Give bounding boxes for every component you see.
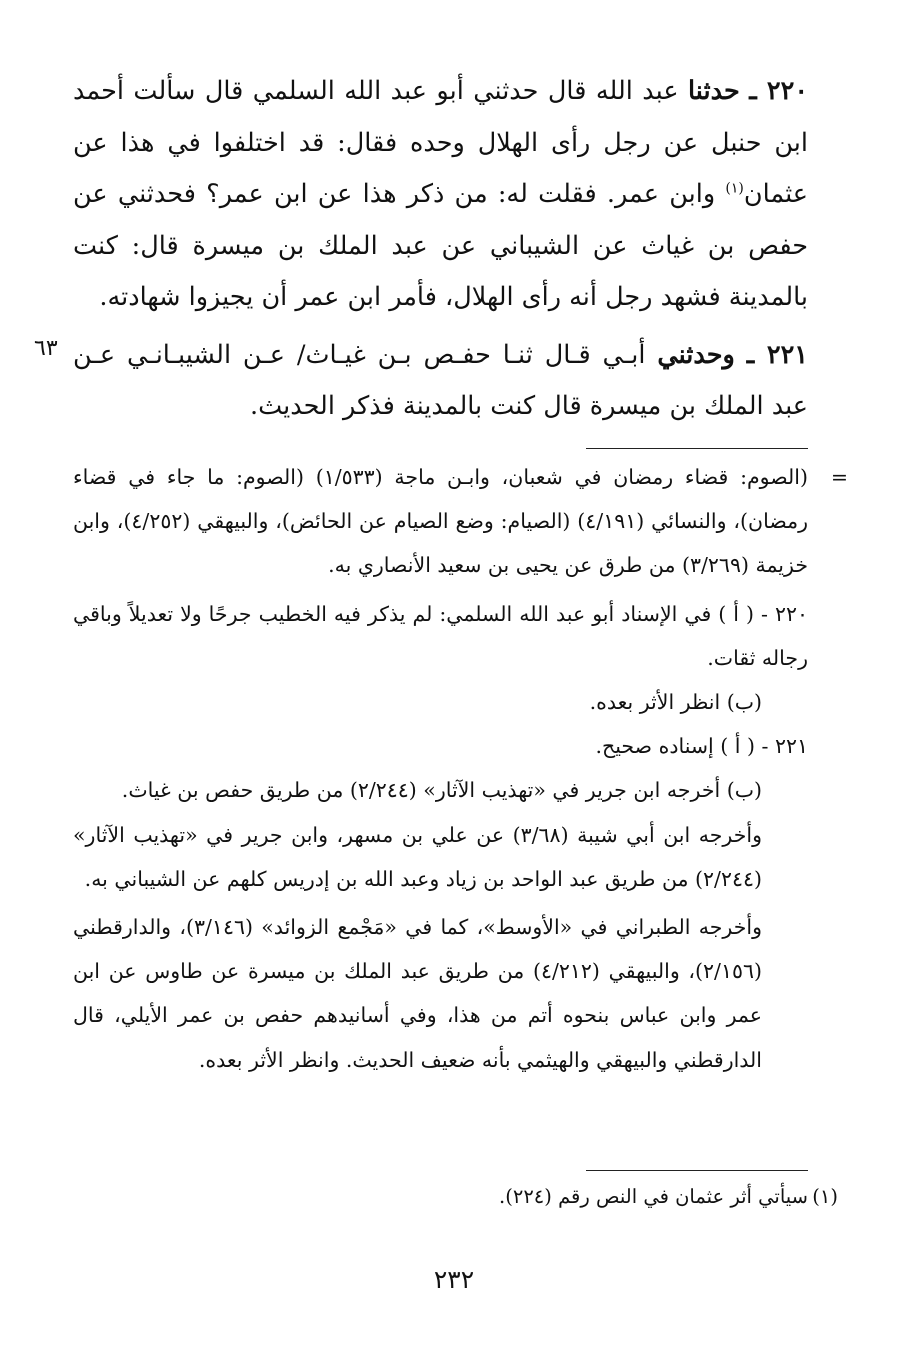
note-221-b: (ب) أخرجه ابن جرير في «تهذيب الآثار» (٢/٢٤٤) من طريق حفص بن غياث. <box>121 778 762 803</box>
hadith-220-text: عبد الله قال حدثني أبو عبد الله السلمي قال سألت أحمد ابن حنبل عن رجل رأى الهلال وحده فقال: قد اختلفوا في هذا عن عثمان <box>73 76 808 209</box>
note-221-c: وأخرجه ابن أبي شيبة (٣/٦٨) عن علي بن مسهر، وابن جرير في «تهذيب الآثار» (٢/٢٤٤) من طريق عبد الواحد بن زياد وعبد الله بن إدريس كلهم عن الشيباني به. <box>73 822 762 891</box>
page-number: ٢٣٢ <box>433 1265 475 1294</box>
hadith-220-number: ٢٢٠ ـ <box>749 76 809 106</box>
hadith-220-text-continued: وابن عمر. فقلت له: من ذكر هذا عن ابن عمر؟ فحدثني عن حفص بن غياث عن الشيباني عن عبد الملك بن ميسرة قال: كنت بالمدينة فشهد رجل أنه رأى الهلال، فأمر ابن عمر أن يجيزوا شهادته. <box>73 179 809 312</box>
hadith-221-heading: وحدثني <box>657 339 735 370</box>
footnote-marker: (١) <box>812 1185 838 1208</box>
note-221-a: ٢٢١ - ( أ ) إسناده صحيح. <box>595 734 808 759</box>
main-text <box>73 66 808 433</box>
notes-divider <box>586 448 808 449</box>
footnote-reference: (١) <box>725 180 744 197</box>
margin-page-reference: ٦٣ <box>34 336 58 361</box>
hadith-221 <box>73 330 808 433</box>
continuation-marker: = <box>830 465 848 489</box>
hadith-220 <box>73 66 808 324</box>
hadith-221-number: ٢٢١ ـ <box>746 339 808 370</box>
footnote <box>73 1181 838 1213</box>
hadith-221-text: أبـي قـال ثنـا حفـص بـن غيـاث/ عـن الشيبـانـي عـن عبد الملك بن ميسرة قال كنت بالمدينة فذكر الحديث. <box>73 339 808 421</box>
footnote-text: سيأتي أثر عثمان في النص رقم (٢٢٤). <box>499 1185 808 1208</box>
hadith-220-heading: حدثنا <box>688 76 740 106</box>
footnote-divider <box>586 1170 808 1171</box>
note-220-a: ٢٢٠ - ( أ ) في الإسناد أبو عبد الله السلمي: لم يذكر فيه الخطيب جرحًا ولا تعديلاً وباقي رجاله ثقات. <box>73 601 808 670</box>
note-continuation <box>73 455 848 588</box>
note-220-b: (ب) انظر الأثر بعده. <box>589 690 762 715</box>
note-continuation-text: (الصوم: قضاء رمضان في شعبان، وابـن ماجة (١/٥٣٣) (الصوم: ما جاء في قضاء رمضان)، والنسائي (٤/١٩١) (الصيام: وضع الصيام عن الحائض)، والبيهقي (٤/٢٥٢)، وابن خزيمة (٣/٢٦٩) من طرق عن يحيى بن سعيد الأنصاري به. <box>73 465 808 578</box>
note-221-d: وأخرجه الطبراني في «الأوسط»، كما في «مَجْمع الزوائد» (٣/١٤٦)، والدارقطني (٢/١٥٦)، والبيهقي (٤/٢١٢) من طريق عبد الملك بن ميسرة عن طاوس عن ابن عمر وابن عباس بنحوه أتم من هذا، وفي أسانيدهم حفص بن عمر الأيلي، قال الدارقطني والبيهقي والهيثمي بأنه ضعيف الحديث. وانظر الأثر بعده. <box>73 915 763 1072</box>
commentary-notes <box>73 455 848 1082</box>
